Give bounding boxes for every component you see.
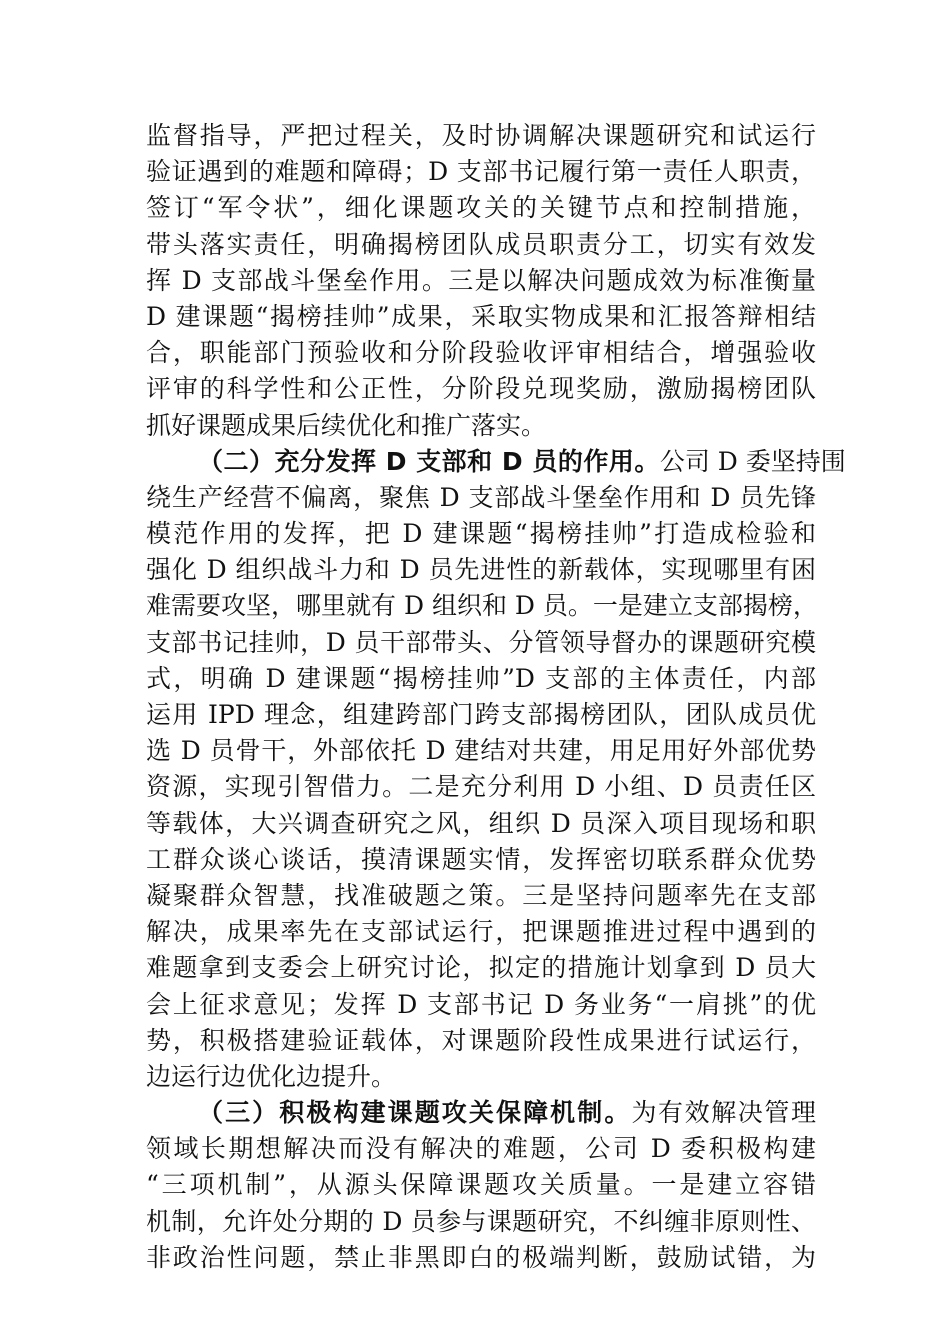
text-line: 势，积极搭建验证载体，对课题阶段性成果进行试运行， xyxy=(146,1025,816,1055)
text-line: 绕生产经营不偏离，聚焦 D 支部战斗堡垒作用和 D 员先锋 xyxy=(146,482,816,512)
text-line: 等载体，大兴调查研究之风，组织 D 员深入项目现场和职 xyxy=(146,808,816,838)
text-line: 模范作用的发挥，把 D 建课题“揭榜挂帅”打造成检验和 xyxy=(146,519,816,549)
paragraph-1 xyxy=(146,118,816,444)
text-line: 凝聚群众智慧，找准破题之策。三是坚持问题率先在支部 xyxy=(146,880,816,910)
text-line xyxy=(146,444,846,480)
text-line: 解决，成果率先在支部试运行，把课题推进过程中遇到的 xyxy=(146,917,816,947)
text-line: 式，明确 D 建课题“揭榜挂帅”D 支部的主体责任，内部 xyxy=(146,663,816,693)
text-line: 机制，允许处分期的 D 员参与课题研究，不纠缠非原则性、 xyxy=(146,1206,816,1236)
text-line: 选 D 员骨干，外部依托 D 建结对共建，用足用好外部优势 xyxy=(146,736,816,766)
text-line: D 建课题“揭榜挂帅”成果，采取实物成果和汇报答辩相结 xyxy=(146,301,816,331)
text-line: 难题拿到支委会上研究讨论，拟定的措施计划拿到 D 员大 xyxy=(146,953,816,983)
paragraph-2 xyxy=(146,444,846,1095)
text-line: 监督指导，严把过程关，及时协调解决课题研究和试运行 xyxy=(146,121,816,150)
text-run: 为有效解决管理 xyxy=(631,1098,816,1128)
text-line: 支部书记挂帅，D 员干部带头、分管领导督办的课题研究模 xyxy=(146,627,816,657)
text-line: 资源，实现引智借力。二是充分利用 D 小组、D 员责任区 xyxy=(146,772,816,802)
document-body xyxy=(146,118,846,1276)
text-line: 工群众谈心谈话，摸清课题实情，发挥密切联系群众优势 xyxy=(146,844,816,874)
section-heading: （三）积极构建课题攻关保障机制。 xyxy=(198,1098,632,1128)
text-line: 非政治性问题，禁止非黑即白的极端判断，鼓励试错，为 xyxy=(146,1242,816,1272)
text-line: 会上征求意见；发挥 D 支部书记 D 务业务“一肩挑”的优 xyxy=(146,989,816,1019)
text-line: 抓好课题成果后续优化和推广落实。 xyxy=(146,410,547,440)
text-run: 公司 D 委坚持围 xyxy=(659,446,846,476)
text-line: 验证遇到的难题和障碍；D 支部书记履行第一责任人职责， xyxy=(146,157,816,187)
text-line: 合，职能部门预验收和分阶段验收评审相结合，增强验收 xyxy=(146,338,816,368)
paragraph-3 xyxy=(146,1095,816,1276)
text-line: 带头落实责任，明确揭榜团队成员职责分工，切实有效发 xyxy=(146,229,816,259)
text-line: “三项机制”，从源头保障课题攻关质量。一是建立容错 xyxy=(146,1170,816,1200)
text-line: 强化 D 组织战斗力和 D 员先进性的新载体，实现哪里有困 xyxy=(146,555,816,585)
text-line: 领域长期想解决而没有解决的难题，公司 D 委积极构建 xyxy=(146,1134,816,1164)
text-line: 评审的科学性和公正性，分阶段兑现奖励，激励揭榜团队 xyxy=(146,374,816,404)
text-line: 挥 D 支部战斗堡垒作用。三是以解决问题成效为标准衡量 xyxy=(146,265,816,295)
text-line xyxy=(146,1095,816,1131)
text-line: 难需要攻坚，哪里就有 D 组织和 D 员。一是建立支部揭榜， xyxy=(146,591,818,621)
section-heading: （二）充分发挥 D 支部和 D 员的作用。 xyxy=(198,446,660,476)
text-line: 签订“军令状”，细化课题攻关的关键节点和控制措施， xyxy=(146,193,816,223)
text-line: 边运行边优化边提升。 xyxy=(146,1061,397,1091)
text-line: 运用 IPD 理念，组建跨部门跨支部揭榜团队，团队成员优 xyxy=(146,700,816,729)
